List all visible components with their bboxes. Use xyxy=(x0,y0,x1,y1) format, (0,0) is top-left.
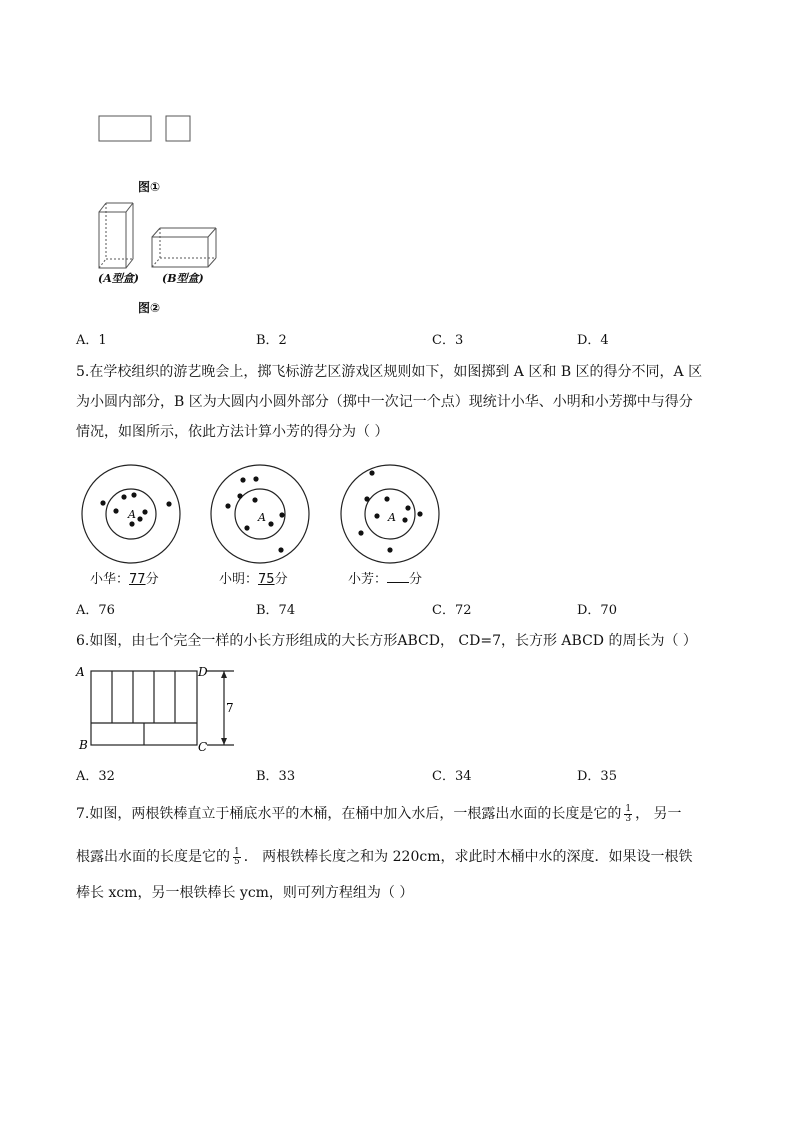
unit: 分 xyxy=(409,572,423,587)
square xyxy=(166,116,190,141)
name: 小芳： xyxy=(348,572,388,587)
name: 小华： xyxy=(90,572,130,587)
label-xiaofang xyxy=(348,568,422,587)
denominator: 3 xyxy=(625,813,632,824)
q7-line2-a: 根露出水面的长度是它的 xyxy=(76,849,230,865)
fraction-one-third xyxy=(624,805,632,824)
numerator: 1 xyxy=(234,846,240,857)
q5-option-a[interactable]: A．76 xyxy=(76,603,115,618)
corner-d: D xyxy=(198,665,208,679)
q7-text-line-1 xyxy=(76,799,682,829)
corner-c: C xyxy=(198,740,208,754)
box-b xyxy=(152,228,216,267)
figure-2-boxes xyxy=(90,200,230,275)
zone-a-label: A xyxy=(388,511,396,524)
q5-text-line-2: 为小圆内部分，B 区为大圆内小圆外部分（掷中一次记一个点）现统计小华、小明和小芳掷中与得分 xyxy=(76,394,693,410)
zone-a-label: A xyxy=(128,508,136,521)
label-xiaohua xyxy=(90,568,159,587)
q6-option-c[interactable]: C．34 xyxy=(432,769,472,784)
dart-targets xyxy=(80,464,480,564)
q4-option-c[interactable]: C．3 xyxy=(432,333,464,348)
q6-option-a[interactable]: A．32 xyxy=(76,769,115,784)
figure-2-caption: 图② xyxy=(138,301,161,315)
denominator: 5 xyxy=(234,856,240,867)
q5-text-line-1: 5.在学校组织的游艺晚会上，掷飞标游艺区游戏区规则如下，如图掷到 A 区和 B 区的得分不同，A 区 xyxy=(76,364,703,380)
box-a-label: (A型盒) xyxy=(98,272,139,285)
q5-option-b[interactable]: B．74 xyxy=(256,603,296,618)
label-xiaoming xyxy=(219,568,288,587)
q6-rectangle-figure xyxy=(74,660,254,755)
target-xiaoming xyxy=(211,465,309,563)
unit: 分 xyxy=(274,572,288,587)
q4-option-d[interactable]: D．4 xyxy=(577,333,609,348)
score: 77 xyxy=(129,572,146,587)
q7-text-line-3: 棒长 xcm，另一根铁棒长 ycm，则可列方程组为（ ） xyxy=(76,885,414,901)
corner-b: B xyxy=(79,738,88,752)
q4-option-a[interactable]: A．1 xyxy=(76,333,107,348)
q5-text-line-3: 情况，如图所示，依此方法计算小芳的得分为（ ） xyxy=(76,424,389,440)
box-b-label: (B型盒) xyxy=(162,272,204,285)
q7-line2-b: ． 两根铁棒长度之和为 220cm，求此时木桶中水的深度．如果设一根铁 xyxy=(243,849,693,865)
numerator: 1 xyxy=(625,803,632,814)
q6-option-d[interactable]: D．35 xyxy=(577,769,617,784)
box-a xyxy=(99,203,133,268)
long-rectangle xyxy=(99,116,151,141)
score: 75 xyxy=(258,572,275,587)
q5-option-c[interactable]: C．72 xyxy=(432,603,472,618)
corner-a: A xyxy=(76,665,85,679)
q7-line1-b: ， 另一 xyxy=(635,806,682,822)
figure-1-rectangles xyxy=(90,110,230,150)
zone-a-label: A xyxy=(258,511,266,524)
answer-blank xyxy=(387,570,409,583)
q7-text-line-2 xyxy=(76,842,692,872)
q7-line1-a: 7.如图，两根铁棒直立于桶底水平的木桶，在桶中加入水后，一根露出水面的长度是它的 xyxy=(76,806,622,822)
dimension-label: 7 xyxy=(226,701,234,715)
unit: 分 xyxy=(145,572,159,587)
fraction-one-fifth xyxy=(233,848,241,867)
figure-1-caption: 图① xyxy=(138,180,161,194)
target-xiaofang xyxy=(341,465,439,563)
target-xiaohua xyxy=(82,465,180,563)
name: 小明： xyxy=(219,572,259,587)
q4-option-b[interactable]: B．2 xyxy=(256,333,287,348)
q6-option-b[interactable]: B．33 xyxy=(256,769,296,784)
q6-text-line-1: 6.如图，由七个完全一样的小长方形组成的大长方形ABCD， CD=7，长方形 ABCD 的周长为（ ） xyxy=(76,633,697,649)
q5-option-d[interactable]: D．70 xyxy=(577,603,617,618)
q4-figure xyxy=(90,110,230,315)
